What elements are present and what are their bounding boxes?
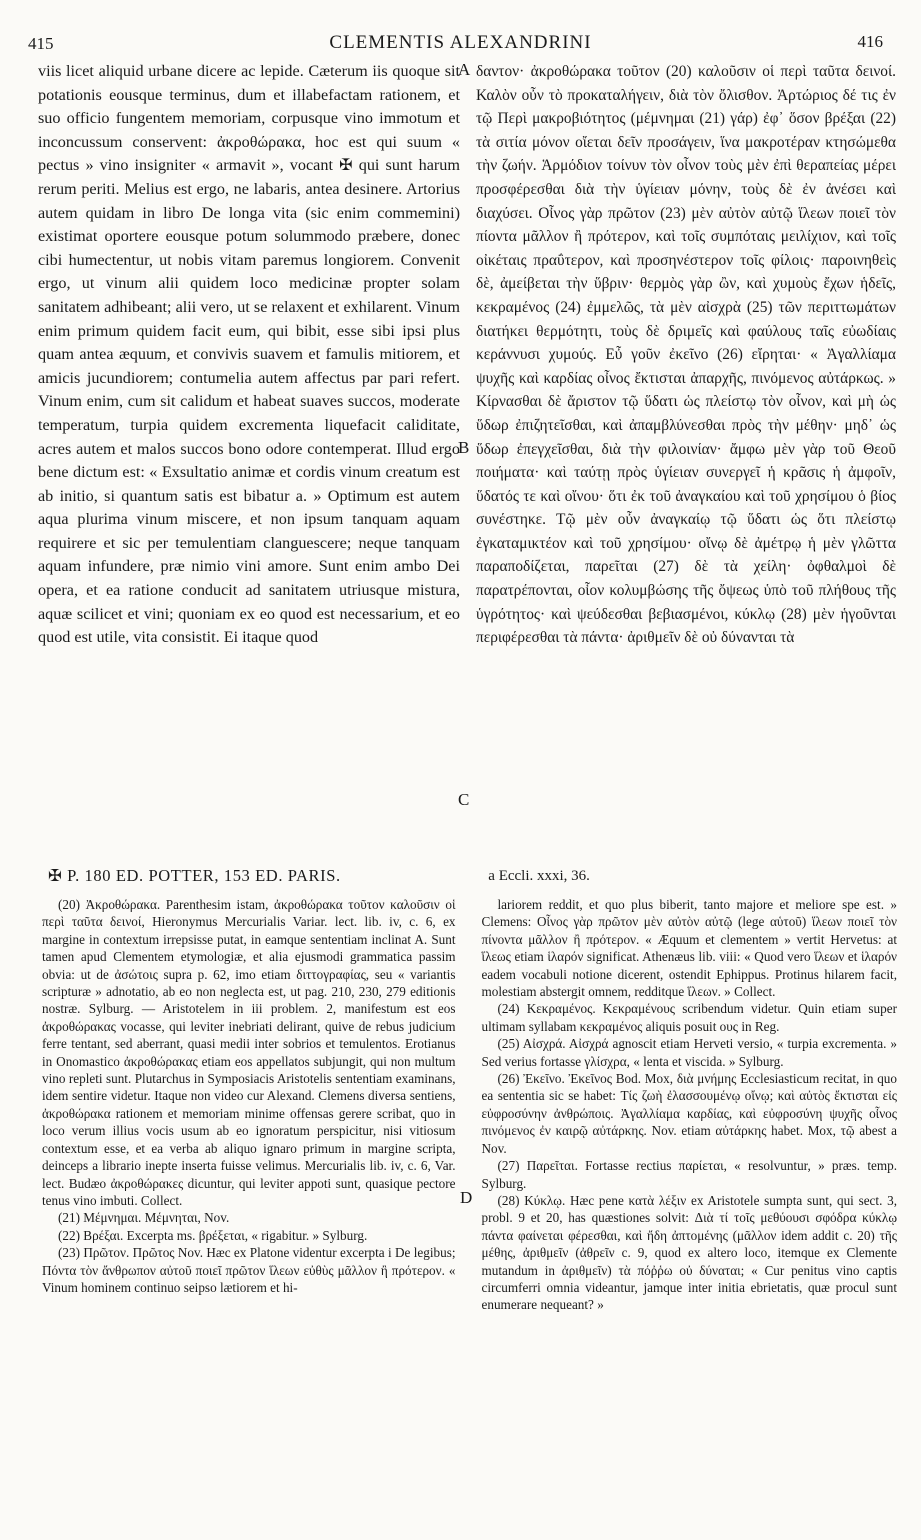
notes-right-column [456, 896, 897, 1314]
main-text [24, 60, 897, 860]
section-marker-b: B [458, 438, 470, 457]
greek-text: δαντον· ἀκροθώρακα τοῦτον (20) καλοῦσιν οἱ περὶ ταῦτα δεινοί. Καλὸν οὖν τὸ προκαταλήγειν, διὰ τὸν ὄλισθον. Ἀρτώριος δέ τις ἐν τῷ Περὶ μακροβιότητος (μέμνημαι (21) γάρ) ἐφ᾽ ὅσον βρέξαι (22) τὰ σιτία μόνον οἴεται δεῖν προσάγειν, ἵνα μακροτέραν κτησώμεθα τὴν ζωήν. Ἁρμόδιον τοίνυν τὸν οἶνον τοὺς μὲν ἐπὶ θεραπείας μέρει προσφέρεσθαι διὰ τὴν ὑγίειαν μόνην, τοὺς δὲ ἐν ἀνέσει καὶ διαχύσει. Οἶνος γὰρ πρῶτον (23) μὲν αὐτὸν αὐτῷ ἵλεων ποιεῖ τὸν πίοντα μᾶλλον ἢ πρότερον, καὶ τοῖς συμπόταις μειλίχιον, καὶ τοῖς οἰκέταις πραΰτερον, καὶ προσηνέστερον τοῖς φίλοις· παροινηθεὶς δὲ, ἀμείβεται τὴν ὕβριν· θερμὸς γὰρ ὢν, καὶ χυμοὺς ἔχων ἡδεῖς, κεκραμένος (24) ἐμμελῶς, τὰ μὲν αἰσχρὰ (25) τῶν περιττωμάτων διατήκει θερμότητι, τοὺς δὲ δριμεῖς καὶ φαύλους ταῖς εὐωδίαις κεράννυσι χυμούς. Εὖ γοῦν ἐκεῖνο (26) εἴρηται· « Ἀγαλλίαμα ψυχῆς καὶ καρδίας οἶνος ἔκτισται ἀπαρχῆς, πινόμενος αὐτάρκως. » Κίρνασθαι δὲ ἄριστον τῷ ὕδατι ὡς πλείστῳ τὸν οἶνον, καὶ μὴ ὡς ὕδωρ ἐπιζητεῖσθαι, καὶ ἀπαμβλύνεσθαι πρὸς τὴν μέθην· μηδ᾽ ὡς ὕδωρ ἐπεγχεῖσθαι, διὰ τὴν φιλοινίαν· ἄμφω μὲν γὰρ τοῦ Θεοῦ ποιήματα· καὶ ταύτῃ πρὸς ὑγίειαν συνεργεῖ ἡ κρᾶσις ἡ ἀμφοῖν, ὕδατός τε καὶ οἴνου· ὅτι ἐκ τοῦ ἀναγκαίου καὶ τοῦ χρησίμου ὁ βίος συνέστηκε. Τῷ μὲν οὖν ἀναγκαίῳ τῷ ὕδατι ὡς ὅτι πλείστῳ ἐγκαταμικτέον καὶ τοῦ χρησίμου· οἴνῳ δὲ ἀμέτρῳ ἡ μὲν γλῶττα παραποδίζεται, παρεῖται (27) δὲ τὰ χείλη· ὀφθαλμοὶ δὲ παρατρέπονται, οἷον κολυμβώσης τῆς ὄψεως ὑπὸ τοῦ πλήθους τῆς ὑγρότητος· καὶ ψεύδεσθαι βεβιασμένοι, κύκλῳ (28) μὲν ἡγοῦνται περιφέρεσθαι τὰ πάντα· ἀριθμεῖν δὲ οὐ δύνανται τὰ [476, 63, 896, 647]
note: (28) Κύκλῳ. Hæc pene κατὰ λέξιν ex Aristotele sumpta sunt, qui sect. 3, probl. 9 et 20, has quæstiones solvit: Διὰ τί τοῖς μεθύουσι σφόδρα κύκλῳ πάντα φαίνεται φέρεσθαι, καὶ ἤδη ἀπτομένης (μᾶλλον idem addit c. 20) τῆς μέθης, ἀριθμεῖν (ἀθρεῖν c. 9, quod ex altero loco, itemque ex Clemente mutandum in ἀριθμεῖν) τὰ πόῤῥω οὐ δύναται; « Cur penitus vino captis circumferri omnia videantur, jamque inter initia ebrietatis, quæ procul sunt enumerare nequeant? » [481, 1192, 897, 1313]
notes-left-column [24, 896, 456, 1314]
section-marker-a: A [458, 60, 471, 79]
latin-column [24, 60, 460, 860]
note: lariorem reddit, et quo plus biberit, tanto majore et meliore spe est. » Clemens: Οἶνος γὰρ πρῶτον μὲν αὐτὸν αὐτῷ (lege αὑτοῦ) ἵλεων ποιεῖ τὸν πίνοντα μᾶλλον ἢ πρότερον. « Æquum et clementem » vertit Hervetus: at ἵλεως etiam ἱλαρόν significat. Athenæus lib. viii: « Quod vero ἵλεων et ἱλαρόν eadem vocabuli notione dicerent, ostendit Ephippus. Protinus hilarem facit, molestiam abstergit omnem, redditque ἵλεων. » Collect. [481, 897, 897, 1000]
page-number-right: 416 [857, 32, 883, 51]
footnote-a: a Eccli. xxxi, 36. [488, 867, 590, 884]
section-marker-d: D [460, 1188, 473, 1207]
edition-reference: ✠ P. 180 ED. POTTER, 153 ED. PARIS. [48, 866, 341, 885]
note: (20) Ἀκροθώρακα. Parenthesim istam, ἀκροθώρακα τοῦτον καλοῦσιν οἱ περὶ ταῦτα δεινοί, Hieronymus Mercurialis Variar. lect. lib. iv, c. 6, ex margine in contextum irrepsisse putat, in eamque sententiam inclinat A. Sunt tamen apud Clementem etymologiæ, et alia ejusmodi grammatica passim obvia: ut de ἀσώτοις supra p. 62, imo etiam διττογραφίας, seu « variantis scripturæ » adnotatio, ab eo non neglecta est, ut pag. 210, 230, 279 editionis nostræ. Sylburg. — Aristotelem in iii problem. 2, manifestum est eos ἀκροθώρακας vocasse, qui leviter inebriati delirant, quive de rebus judicium ferre tentant, sed aberrant, quasi medii inter sobrios et temulentos. Erotianus in Onomastico ἀκροθώρακας etiam eos appellatos subjungit, qui non multum vino repleti sunt. Plutarchus in Symposiacis Aristotelis sententiam examinans, idem sentire videtur. Itaque non video cur Alexand. Clemens diversa sentiens, ἀκροθώρακα rationem et memoriam minime offensas gerere scribat, quo in loco verum illius vocis usum ab eo ignoratum perspicitur, nisi vitiosum contextum esse, et ea verba ab aliquo ignaro primum in margine scripta, deinceps a librario inepte inserta fuisse velimus. Mercurialis lib. iv, c. 6, Var. lect. Budæo ἀκροθώρακες dicuntur, qui leviter appoti sunt, quasique pectore tenus vino imbuti. Collect. [42, 897, 456, 1208]
notes-section [24, 896, 897, 1314]
note: (25) Αἰσχρά. Αἰσχρά agnoscit etiam Herveti versio, « turpia excrementa. » Sed verius fortasse γλίσχρα, « lenta et viscida. » Sylburg. [481, 1036, 897, 1069]
note: (27) Παρεῖται. Fortasse rectius παρίεται, « resolvuntur, » præs. temp. Sylburg. [481, 1158, 897, 1191]
note: (21) Μέμνημαι. Μέμνηται, Nov. [58, 1210, 230, 1226]
note: (26) Ἐκεῖνο. Ἐκεῖνος Bod. Mox, διὰ μνήμης Ecclesiasticum recitat, in quo ea sententia sic se habet: Τίς ζωὴ ἐλασσουμένῳ οἴνῳ; καὶ αὐτὸς ἔκτισται εἰς εὐφροσύνην ἀνθρώποις. Ἀγαλλίαμα καρδίας, καὶ εὐφροσύνη ψυχῆς οἶνος πινόμενος ἐν καιρῷ αὐτάρκης. Nov. etiam αὐτάρκης habet. Mox, τῷ abest a Nov. [481, 1071, 897, 1156]
page-header [24, 26, 897, 60]
page-number-left: 415 [28, 34, 54, 53]
note: (23) Πρῶτον. Πρῶτος Nov. Hæc ex Platone videntur excerpta i De legibus; Πόντα τὸν ἄνθρωπον αὐτοῦ ποιεῖ πρῶτον ἵλεων εὐθὺς μᾶλλον ἢ πρότερον. « Vinum hominem continuo seipso lætiorem et hi- [42, 1245, 456, 1295]
section-marker-c: C [458, 790, 470, 809]
latin-text: viis licet aliquid urbane dicere ac lepide. Cæterum iis quoque sit potationis eousque terminus, dum et illabefactam rationem, et suo officio fungentem memoriam, corpusque vino immotum et inconcussum conservent: ἀκροθώρακα, hoc est qui suum « pectus » vino insigniter « armavit », vocant ✠ qui sunt harum rerum periti. Melius est ergo, ne labaris, antea desinere. Artorius autem quidam in libro De longa vita (sic enim commemini) existimat oportere eousque potum solummodo præbere, donec cibi humectentur, ut nobis vitam paremus longiorem. Convenit ergo, ut vinum alii quidem loco medicinæ propter solam sanitatem adhibeant; alii vero, ut se relaxent et exhilarent. Vinum enim primum quidem facit eum, qui bibit, esse sibi ipsi plus quam antea æquum, et convivis suavem et famulis mitiorem, et amicis jucundiorem; contumelia autem affectus par pari refert. Vinum enim, cum sit calidum et habeat suaves succos, moderate temperatum, turpia quidem excrementa liquefacit caliditate, acres autem et malos succos bono odore contemperat. Illud ergo bene dictum est: « Exsultatio animæ et cordis vinum creatum est ab initio, si quantum satis est bibatur a. » Optimum est autem aqua plurima vinum miscere, et non ipsum tanquam aquam requirere et sic per temulentiam clanguescere; neque tanquam aquam infundere, præ nimio vini amore. Sunt enim ambo Dei opera, et ea ratione conducit ad sanitatem utriusque mistura, aquæ scilicet et vini; quoniam ex eo quod est necessarium, et eo quod est utile, vita consistit. Ei itaque quod [38, 62, 460, 647]
greek-column [460, 60, 896, 860]
note: (24) Κεκραμένος. Κεκραμένους scribendum videtur. Quin etiam super ultimam syllabam κεκραμένος aliquis posuit ους in Reg. [481, 1001, 897, 1034]
running-title: CLEMENTIS ALEXANDRINI [329, 32, 592, 53]
note: (22) Βρέξαι. Excerpta ms. βρέξεται, « rigabitur. » Sylburg. [58, 1227, 368, 1243]
edition-line [24, 860, 897, 892]
